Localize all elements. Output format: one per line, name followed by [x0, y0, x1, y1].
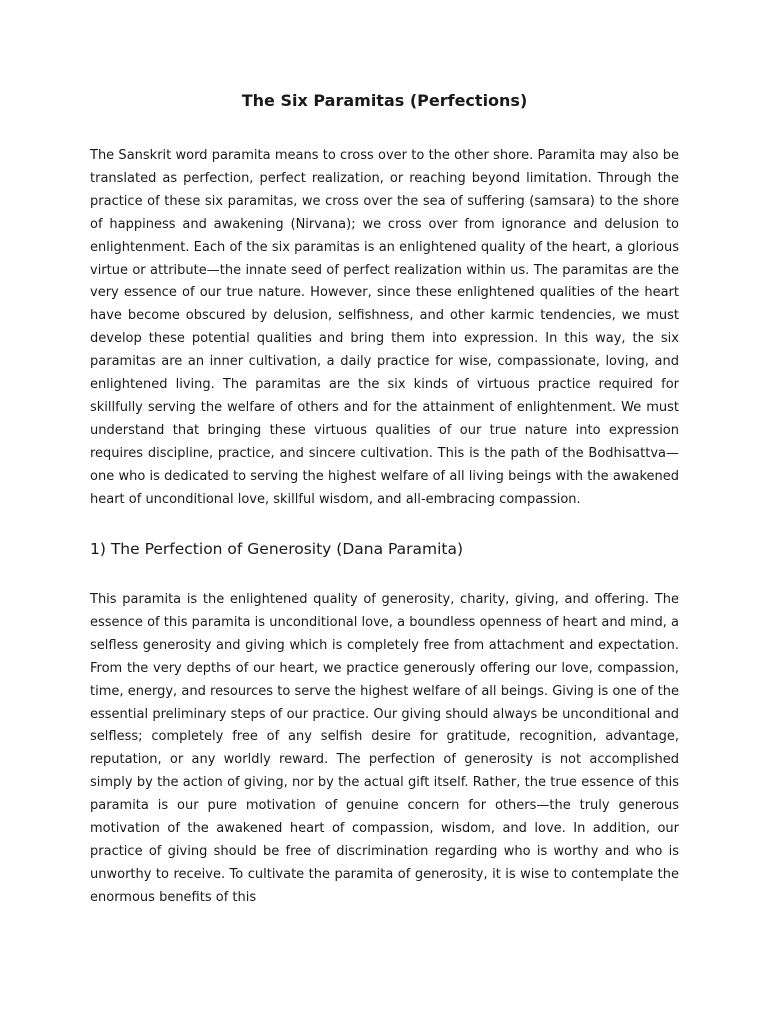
generosity-paragraph: This paramita is the enlightened quality of generosity, charity, giving, and offering. The essence of this paramita is unconditional love, a boundless openness of heart and mind, a selfless generosity and giving which is completely free from attachment and expectation. From the very depths of our heart, we practice generously offering our love, compassion, time, energy, and resources to serve the highest welfare of all beings. Giving is one of the essential preliminary steps of our practice. Our giving should always be unconditional and selfless; completely free of any selfish desire for gratitude, recognition, advantage, reputation, or any worldly reward. The perfection of generosity is not accomplished simply by the action of giving, nor by the actual gift itself. Rather, the true essence of this paramita is our pure motivation of genuine concern for others—the truly generous motivation of the awakened heart of compassion, wisdom, and love. In addition, our practice of giving should be free of discrimination regarding who is worthy and who is unworthy to receive. To cultivate the paramita of generosity, it is wise to contemplate the enormous benefits of this [90, 592, 679, 905]
document-title: The Six Paramitas (Perfections) [241, 91, 528, 110]
section-heading-generosity: 1) The Perfection of Generosity (Dana Paramita) [90, 540, 464, 558]
intro-paragraph: The Sanskrit word paramita means to cross over to the other shore. Paramita may also be translated as perfection, perfect realization, or reaching beyond limitation. Through the practice of these six paramitas, we cross over the sea of suffering (samsara) to the shore of happiness and awakening (Nirvana); we cross over from ignorance and delusion to enlightenment. Each of the six paramitas is an enlightened quality of the heart, a glorious virtue or attribute—the innate seed of perfect realization within us. The paramitas are the very essence of our true nature. However, since these enlightened qualities of the heart have become obscured by delusion, selfishness, and other karmic tendencies, we must develop these potential qualities and bring them into expression. In this way, the six paramitas are an inner cultivation, a daily practice for wise, compassionate, loving, and enlightened living. The paramitas are the six kinds of virtuous practice required for skillfully serving the welfare of others and for the attainment of enlightenment. We must understand that bringing these virtuous qualities of our true nature into expression requires discipline, practice, and sincere cultivation. This is the path of the Bodhisattva—one who is dedicated to serving the highest welfare of all living beings with the awakened heart of unconditional love, skillful wisdom, and all-embracing compassion. [90, 148, 679, 507]
